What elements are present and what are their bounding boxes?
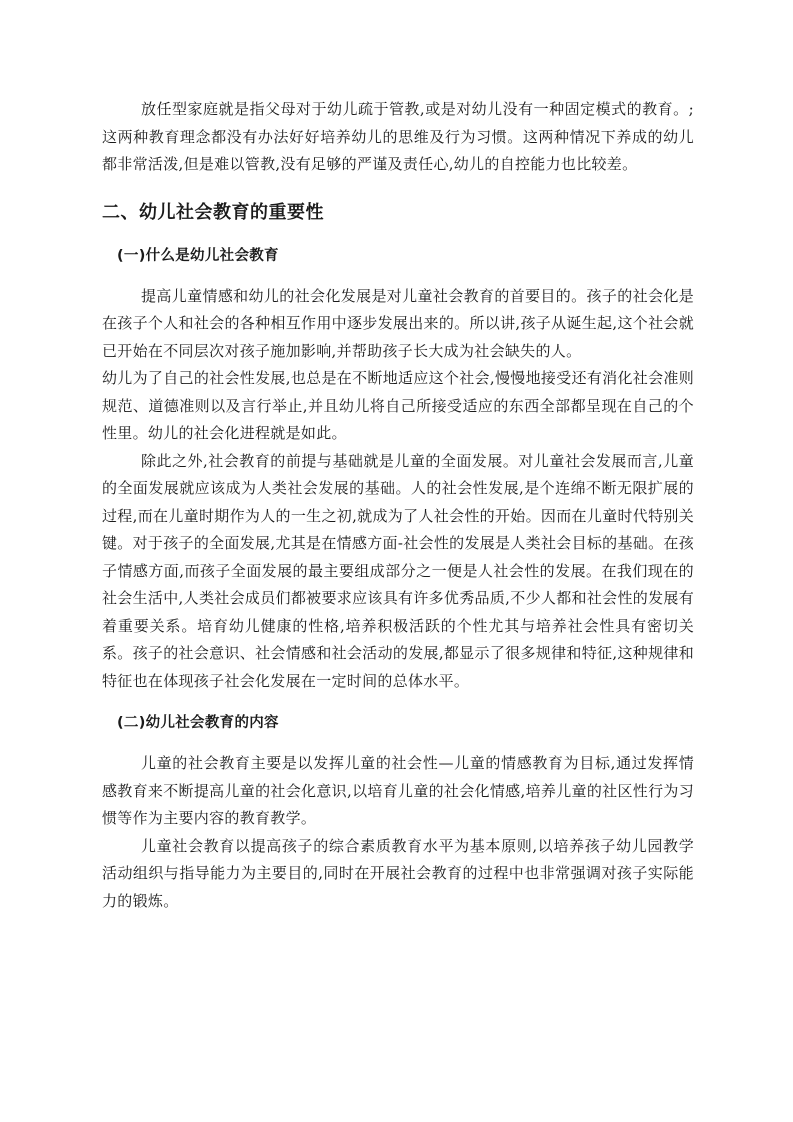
paragraph: 提高儿童情感和幼儿的社会化发展是对儿童社会教育的首要目的。孩子的社会化是在孩子个人和社会的各种相互作用中逐步发展出来的。所以讲,孩子从诞生起,这个社会就已开始在不同层次对孩子施加影响,并帮助孩子长大成为社会缺失的人。 <box>102 286 694 360</box>
paragraph: 幼儿为了自己的社会性发展,也总是在不断地适应这个社会,慢慢地接受还有消化社会准则规范、道德准则以及言行举止,并且幼儿将自己所接受适应的东西全部都呈现在自己的个性里。幼儿的社会化进程就是如此。 <box>102 369 694 442</box>
paragraph: 儿童社会教育以提高孩子的综合素质教育水平为基本原则,以培养孩子幼儿园教学活动组织与指导能力为主要目的,同时在开展社会教育的过程中也非常强调对孩子实际能力的锻炼。 <box>102 836 694 910</box>
paragraph: 除此之外,社会教育的前提与基础就是儿童的全面发展。对儿童社会发展而言,儿童的全面发展就应该成为人类社会发展的基础。人的社会性发展,是个连绵不断无限扩展的过程,而在儿童时期作为人的一生之初,就成为了人社会性的开始。因而在儿童时代特别关键。对于孩子的全面发展,尤其是在情感方面-社会性的发展是人类社会目标的基础。在孩子情感方面,而孩子全面发展的最主要组成部分之一便是人社会性的发展。在我们现在的社会生活中,人类社会成员们都被要求应该具有许多优秀品质,不少人都和社会性的发展有着重要关系。培育幼儿健康的性格,培养积极活跃的个性尤其与培养社会性具有密切关系。孩子的社会意识、社会情感和社会活动的发展,都显示了很多规律和特征,这种规律和特征也在体现孩子社会化发展在一定时间的总体水平。 <box>102 451 694 690</box>
paragraph: 儿童的社会教育主要是以发挥儿童的社会性—儿童的情感教育为目标,通过发挥情感教育来不断提高儿童的社会化意识,以培育儿童的社会化情感,培养儿童的社区性行为习惯等作为主要内容的教育教学。 <box>102 754 694 827</box>
subsection-heading: (二)幼儿社会教育的内容 <box>117 715 279 731</box>
section-heading: 二、幼儿社会教育的重要性 <box>102 201 324 223</box>
document-body <box>102 96 694 915</box>
subsection-heading: (一)什么是幼儿社会教育 <box>117 247 279 264</box>
paragraph: 放任型家庭就是指父母对于幼儿疏于管教,或是对幼儿没有一种固定模式的教育。;这两种教育理念都没有办法好好培养幼儿的思维及行为习惯。这两种情况下养成的幼儿都非常活泼,但是难以管教,没有足够的严谨及责任心,幼儿的自控能力也比较差。 <box>102 100 694 173</box>
